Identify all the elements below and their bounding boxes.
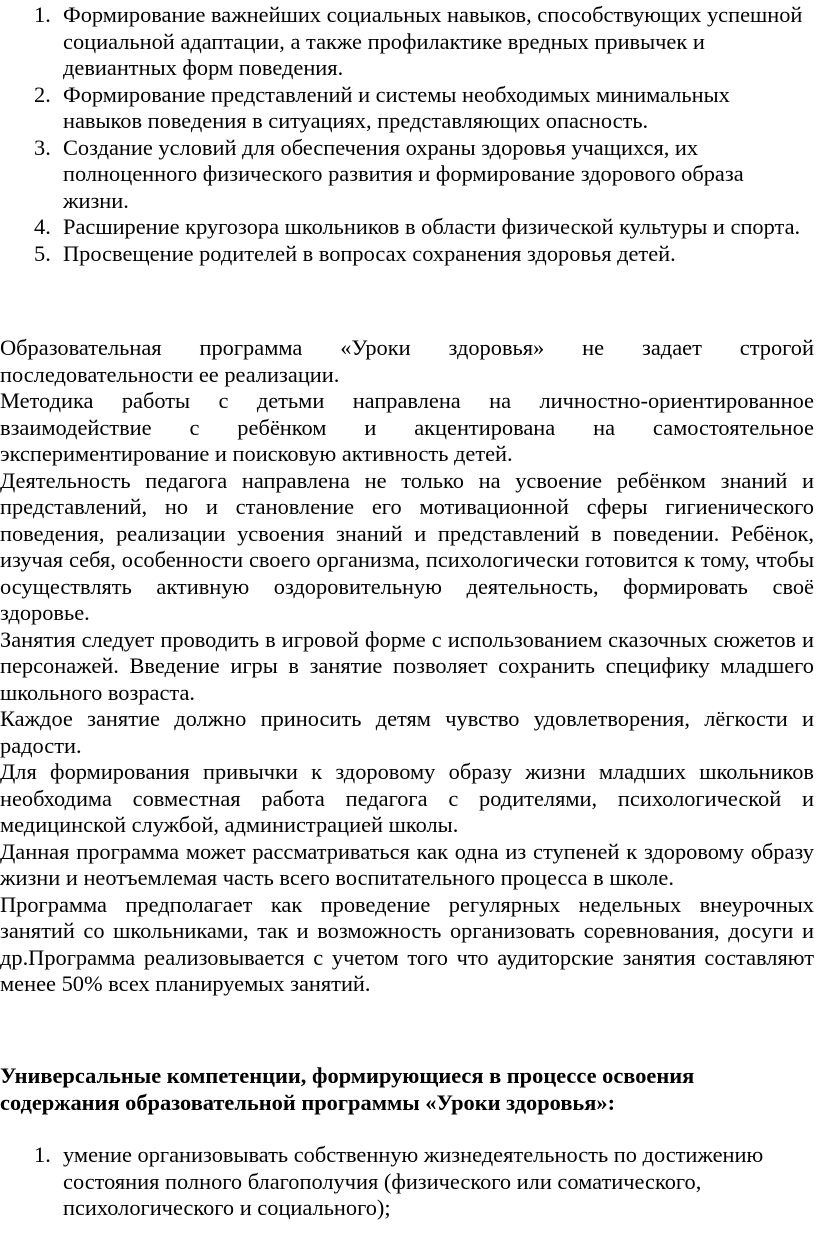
body-text (0, 335, 814, 998)
list-item-number: 4. (34, 214, 51, 239)
paragraph: Программа предполагает как проведение регулярных недельных внеурочных занятий со школьниками, так и возможность организовать соревнования, досуги и др.Программа реализовывается с учетом того что аудиторские занятия составляют менее 50% всех планируемых занятий. (0, 891, 814, 996)
paragraph: Для формирования привычки к здоровому образу жизни младших школьников необходима совместная работа педагога с родителями, психологической и медицинской службой, администрацией школы. (0, 759, 814, 837)
paragraph: Методика работы с детьми направлена на личностно-ориентированное взаимодействие с ребёнком и акцентирована на самостоятельное экспериментирование и поисковую активность детей. (0, 388, 814, 466)
goals-list (0, 2, 814, 267)
paragraph: Каждое занятие должно приносить детям чувство удовлетворения, лёгкости и радости. (0, 706, 814, 758)
list-item-text: Формирование представлений и системы необходимых минимальных навыков поведения в ситуациях, представляющих опасность. (63, 81, 730, 133)
list-item (0, 214, 814, 241)
paragraph: Занятия следует проводить в игровой форме с использованием сказочных сюжетов и персонажей. Введение игры в занятие позволяет сохранить специфику младшего школьного возраста. (0, 626, 814, 705)
list-item (0, 1142, 814, 1222)
list-item-number: 5. (34, 240, 51, 266)
list-item (0, 135, 814, 215)
paragraph: Данная программа может рассматриваться как одна из ступеней к здоровому образу жизни и неотъемлемая часть всего воспитательного процесса в школе. (0, 838, 814, 890)
section-heading: Универсальные компетенции, формирующиеся в процессе освоения содержания образовательной программы «Уроки здоровья»: (0, 1063, 695, 1115)
list-item-text: Просвещение родителей в вопросах сохранения здоровья детей. (63, 240, 676, 266)
list-item (0, 2, 814, 82)
list-item-text: умение организовывать собственную жизнедеятельность по достижению состояния полного благополучия (физического или соматического, психологического и социального); (63, 1142, 764, 1220)
competencies-list (0, 1142, 814, 1222)
list-item-text: Создание условий для обеспечения охраны здоровья учащихся, их полноценного физического развития и формирование здорового образа жизни. (63, 134, 744, 213)
paragraph: Образовательная программа «Уроки здоровья» не задает строгой последовательности ее реализации. (0, 335, 814, 387)
list-item-text: Расширение кругозора школьников в области физической культуры и спорта. (63, 214, 801, 239)
list-item-number: 1. (34, 1142, 51, 1167)
list-item (0, 82, 814, 135)
list-item (0, 241, 814, 268)
list-item-number: 2. (34, 81, 51, 107)
paragraph: Деятельность педагога направлена не только на усвоение ребёнком знаний и представлений, но и становление его мотивационной сферы гигиенического поведения, реализации усвоения знаний и представлений в поведении. Ребёнок, изучая себя, особенности своего организма, психологически готовится к тому, чтобы осуществлять активную оздоровительную деятельность, формировать своё здоровье. (0, 467, 814, 625)
list-item-number: 3. (34, 134, 51, 160)
list-item-text: Формирование важнейших социальных навыков, способствующих успешной социальной адаптации, а также профилактике вредных привычек и девиантных форм поведения. (63, 2, 803, 80)
list-item-number: 1. (34, 2, 51, 27)
